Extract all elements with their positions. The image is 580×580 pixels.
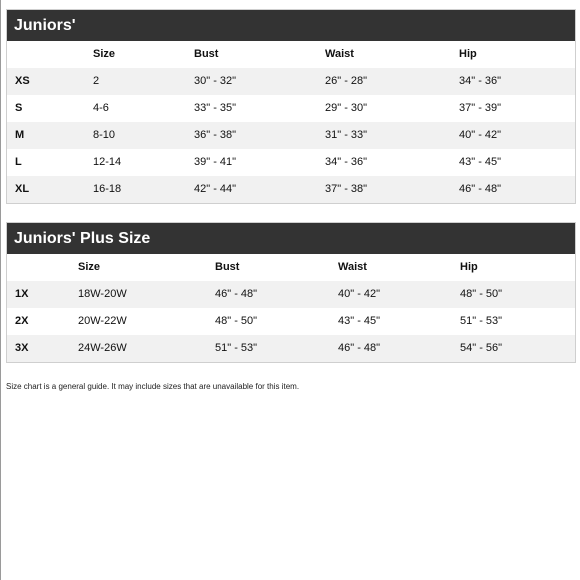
table-row <box>7 335 575 362</box>
waist-value: 26" - 28" <box>325 75 368 87</box>
juniors-header-row <box>7 41 575 68</box>
size-value: 8-10 <box>93 129 116 141</box>
hip-value: 43" - 45" <box>459 156 502 168</box>
hip-value: 40" - 42" <box>459 129 502 141</box>
hip-value: 46" - 48" <box>459 183 502 195</box>
header-cell-hip: Hip <box>459 48 477 60</box>
table-row <box>7 95 575 122</box>
waist-value: 46" - 48" <box>338 342 381 354</box>
hip-value: 54" - 56" <box>460 342 503 354</box>
size-value: 18W-20W <box>78 288 127 300</box>
header-cell-bust: Bust <box>194 48 219 60</box>
plus-header-row <box>7 254 575 281</box>
bust-value: 36" - 38" <box>194 129 237 141</box>
table-row <box>7 122 575 149</box>
header-cell-label <box>7 41 93 68</box>
size-label: XL <box>15 183 30 195</box>
size-value: 4-6 <box>93 102 109 114</box>
hip-value: 51" - 53" <box>460 315 503 327</box>
size-label: XS <box>15 75 30 87</box>
waist-value: 37" - 38" <box>325 183 368 195</box>
size-label: L <box>15 156 22 168</box>
table-row <box>7 68 575 95</box>
header-cell-waist: Waist <box>325 48 354 60</box>
plus-table-title: Juniors' Plus Size <box>7 223 575 254</box>
table-row <box>7 281 575 308</box>
header-cell-size: Size <box>93 48 116 60</box>
bust-value: 33" - 35" <box>194 102 237 114</box>
header-cell-waist: Waist <box>338 261 367 273</box>
bust-value: 48" - 50" <box>215 315 258 327</box>
table-row <box>7 308 575 335</box>
size-guide-note: Size chart is a general guide. It may include sizes that are unavailable for this item. <box>6 382 300 391</box>
size-value: 16-18 <box>93 183 122 195</box>
waist-value: 34" - 36" <box>325 156 368 168</box>
waist-value: 43" - 45" <box>338 315 381 327</box>
table-row <box>7 176 575 203</box>
bust-value: 30" - 32" <box>194 75 237 87</box>
size-value: 24W-26W <box>78 342 127 354</box>
hip-value: 37" - 39" <box>459 102 502 114</box>
bust-value: 51" - 53" <box>215 342 258 354</box>
hip-value: 48" - 50" <box>460 288 503 300</box>
size-label: 3X <box>15 342 29 354</box>
size-value: 2 <box>93 75 100 87</box>
waist-value: 31" - 33" <box>325 129 368 141</box>
bust-value: 46" - 48" <box>215 288 258 300</box>
size-label: 2X <box>15 315 29 327</box>
hip-value: 34" - 36" <box>459 75 502 87</box>
size-label: S <box>15 102 23 114</box>
size-label: 1X <box>15 288 29 300</box>
header-cell-size: Size <box>78 261 101 273</box>
waist-value: 29" - 30" <box>325 102 368 114</box>
juniors-table-title: Juniors' <box>7 10 575 41</box>
left-border-rule <box>0 0 1 580</box>
bust-value: 42" - 44" <box>194 183 237 195</box>
juniors-plus-size-table <box>6 222 576 363</box>
header-cell-bust: Bust <box>215 261 240 273</box>
table-row <box>7 149 575 176</box>
size-value: 20W-22W <box>78 315 127 327</box>
waist-value: 40" - 42" <box>338 288 381 300</box>
header-cell-label <box>7 254 78 281</box>
bust-value: 39" - 41" <box>194 156 237 168</box>
size-label: M <box>15 129 25 141</box>
juniors-size-table <box>6 9 576 204</box>
header-cell-hip: Hip <box>460 261 478 273</box>
size-value: 12-14 <box>93 156 122 168</box>
